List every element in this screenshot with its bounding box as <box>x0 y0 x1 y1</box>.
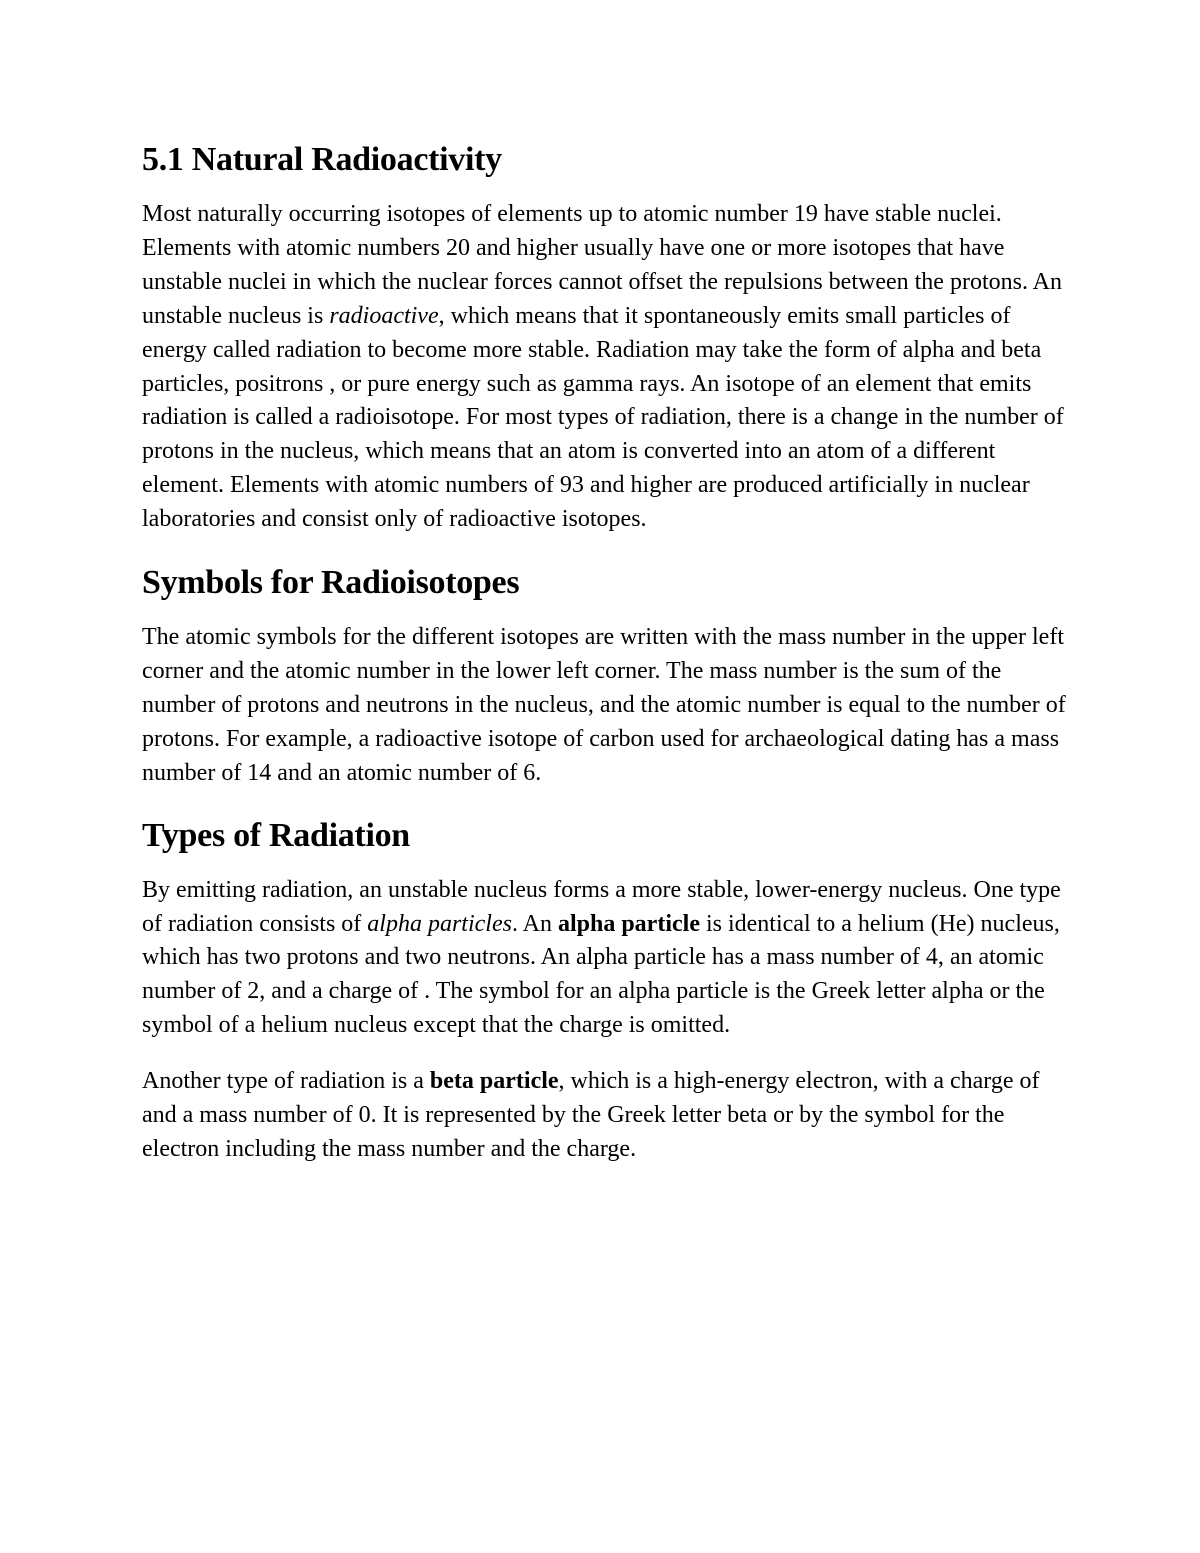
paragraph <box>142 198 1077 537</box>
section-types-of-radiation <box>142 816 1077 1167</box>
section-natural-radioactivity <box>142 140 1077 537</box>
italic-term: radioactive <box>329 302 439 329</box>
paragraph <box>142 1065 1077 1167</box>
paragraph <box>142 621 1077 791</box>
paragraph <box>142 874 1077 1044</box>
section-symbols-for-radioisotopes <box>142 563 1077 791</box>
paragraph-text: The atomic symbols for the different isotopes are written with the mass number in the upper left corner and the atomic number in the lower left corner. The mass number is the sum of the number of protons and neutrons in the nucleus, and the atomic number is equal to the number of protons. For example, a radioactive isotope of carbon used for archaeological dating has a mass number of 14 and an atomic number of 6. <box>142 624 1066 786</box>
section-heading: Symbols for Radioisotopes <box>142 564 520 602</box>
bold-term: alpha particle <box>557 910 700 937</box>
italic-term: alpha particles <box>367 910 512 937</box>
paragraph-text: . An <box>511 910 558 937</box>
bold-term: beta particle <box>429 1068 559 1095</box>
paragraph-text: Another type of radiation is a <box>142 1068 430 1095</box>
paragraph-text: By emitting radiation, an unstable nucleus forms a more stable, lower-energy nucleus. One type of radiation consists of <box>142 876 1061 937</box>
paragraph-text: is identical to a helium (He) nucleus, which has two protons and two neutrons. An alpha particle has a mass number of 4, an atomic number of 2, and a charge of . The symbol for an alpha particle is the Greek letter alpha or the symbol of a helium nucleus except that the charge is omitted. <box>142 910 1060 1039</box>
paragraph-text: Most naturally occurring isotopes of elements up to atomic number 19 have stable nuclei. Elements with atomic numbers 20 and higher usually have one or more isotopes that have unstable nuclei in which the nuclear forces cannot offset the repulsions between the protons. An unstable nucleus is <box>142 201 1062 329</box>
section-heading: 5.1 Natural Radioactivity <box>142 141 502 178</box>
section-heading: Types of Radiation <box>142 816 410 854</box>
document-page <box>142 140 1077 1167</box>
paragraph-text: , which means that it spontaneously emits small particles of energy called radiation to become more stable. Radiation may take the form of alpha and beta particles, positrons , or pure energy such as gamma rays. An isotope of an element that emits radiation is called a radioisotope. For most types of radiation, there is a change in the number of protons in the nucleus, which means that an atom is converted into an atom of a different element. Elements with atomic numbers of 93 and higher are produced artificially in nuclear laboratories and consist only of radioactive isotopes. <box>142 302 1064 533</box>
paragraph-text: , which is a high-energy electron, with a charge of and a mass number of 0. It is represented by the Greek letter beta or by the symbol for the electron including the mass number and the charge. <box>142 1068 1040 1162</box>
